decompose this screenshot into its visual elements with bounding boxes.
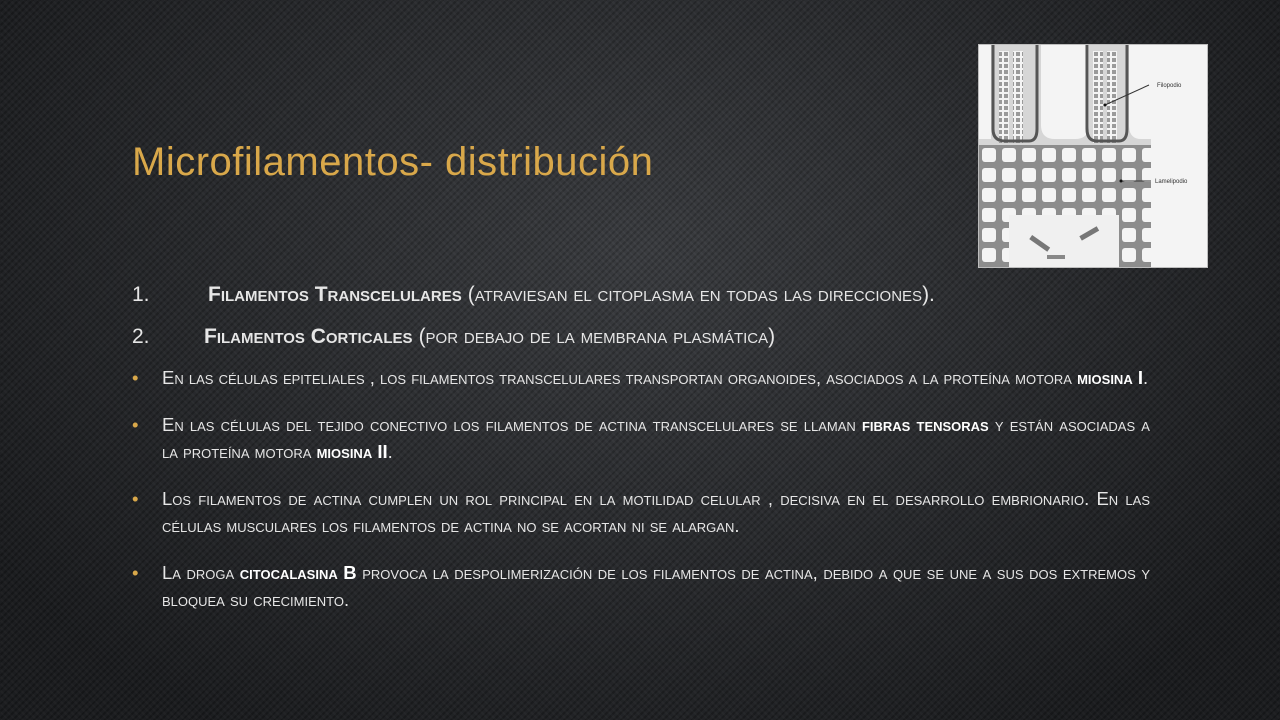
bullet-marker: • — [132, 367, 139, 388]
bullet-motility — [132, 485, 1150, 539]
slide-title: Microfilamentos- distribución — [132, 140, 654, 184]
bullet-bold: miosina I — [1077, 367, 1143, 388]
microfilament-diagram — [978, 44, 1208, 268]
list-item-cortical — [132, 322, 1150, 352]
bullet-epithelial — [132, 364, 1150, 391]
list-item-text: (atraviesan el citoplasma en todas las direcciones). — [467, 283, 935, 306]
bullet-marker: • — [132, 488, 139, 509]
bullet-text: . — [1143, 367, 1149, 388]
list-number: 1. — [132, 283, 150, 306]
bullet-text: . — [387, 441, 393, 462]
list-item-bold: Filamentos Transcelulares — [208, 283, 462, 306]
filopodium-label: Filopodio — [1157, 83, 1182, 89]
bullet-bold: miosina II — [316, 441, 388, 462]
bullet-text: Los filamentos de actina cumplen un rol principal en la motilidad celular , decisiva en el desarrollo embrionario. En las células musculares los filamentos de actina no se acortan ni se alargan. — [162, 488, 1150, 536]
list-item-bold: Filamentos Corticales — [204, 325, 413, 348]
list-number: 2. — [132, 325, 150, 348]
list-item-text: (por debajo de la membrana plasmática) — [418, 325, 776, 348]
bullet-connective — [132, 411, 1150, 465]
bullet-bold: citocalasina B — [239, 562, 357, 583]
bullet-text: En las células del tejido conectivo los filamentos de actina transcelulares se llaman — [162, 414, 862, 435]
bullet-cytochalasin — [132, 559, 1150, 613]
bullet-text: y están asociadas a la proteína motora — [162, 414, 1150, 462]
lamellipodium-label: Lamelipodio — [1155, 179, 1188, 185]
list-item-transcellular — [132, 280, 1150, 310]
bullet-text: La droga — [162, 562, 240, 583]
bullet-text: provoca la despolimerización de los filamentos de actina, debido a que se une a sus dos extremos y bloquea su crecimiento. — [162, 562, 1150, 610]
slide-content — [132, 280, 1150, 633]
bullet-bold: fibras tensoras — [861, 414, 989, 435]
bullet-marker: • — [132, 562, 139, 583]
bullet-text: En las células epiteliales , los filamentos transcelulares transportan organoides, asociados a la proteína motora — [162, 367, 1078, 388]
bullet-marker: • — [132, 414, 139, 435]
